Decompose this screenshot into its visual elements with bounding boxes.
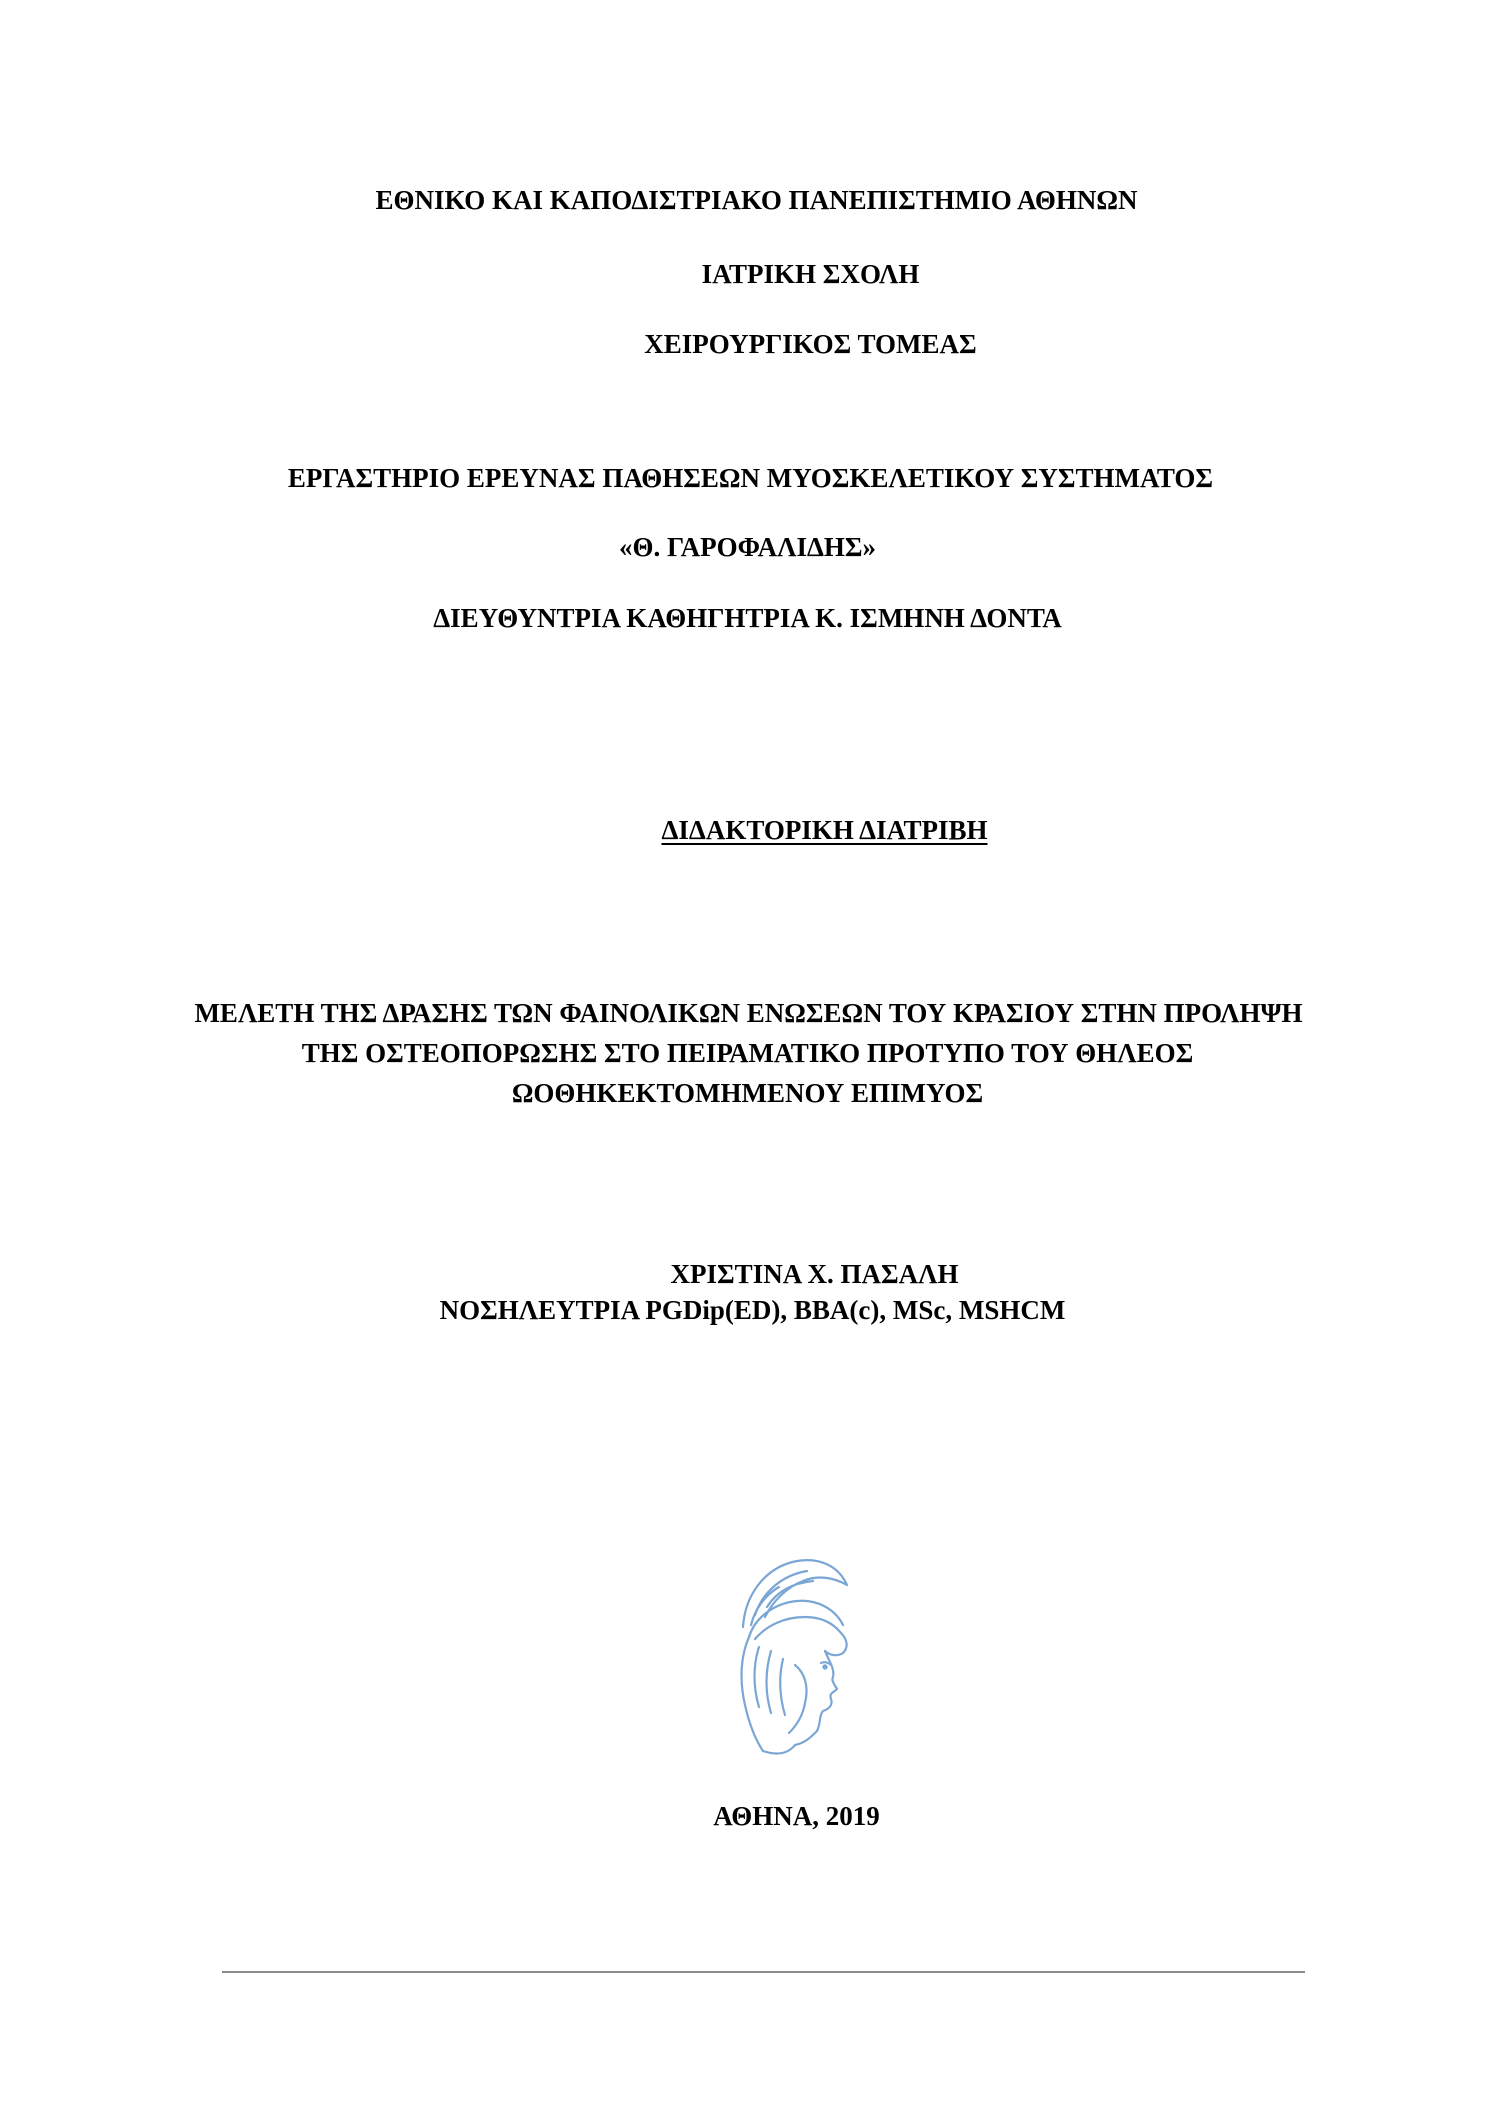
department-name: ΧΕΙΡΟΥΡΓΙΚΟΣ ΤΟΜΕΑΣ [644,329,977,359]
university-name: ΕΘΝΙΚΟ ΚΑΙ ΚΑΠΟΔΙΣΤΡΙΑΚΟ ΠΑΝΕΠΙΣΤΗΜΙΟ ΑΘΗΝΩΝ [375,185,1138,215]
laboratory-director: ΔΙΕΥΘΥΝΤΡΙΑ ΚΑΘΗΓΗΤΡΙΑ Κ. ΙΣΜΗΝΗ ΔΟΝΤΑ [433,603,1062,633]
author-name: ΧΡΙΣΤΙΝΑ Χ. ΠΑΣΑΛΗ [670,1259,959,1289]
place-and-date: ΑΘΗΝΑ, 2019 [713,1801,880,1831]
author-credentials: ΝΟΣΗΛΕΥΤΡΙΑ PGDip(ED), BBA(c), MSc, MSHCM [439,1295,1066,1325]
laboratory-name: ΕΡΓΑΣΤΗΡΙΟ ΕΡΕΥΝΑΣ ΠΑΘΗΣΕΩΝ ΜΥΟΣΚΕΛΕΤΙΚΟΥ ΣΥΣΤΗΜΑΤΟΣ [287,463,1214,493]
bottom-divider [222,1971,1305,1973]
thesis-title-line-1: ΜΕΛΕΤΗ ΤΗΣ ΔΡΑΣΗΣ ΤΩΝ ΦΑΙΝΟΛΙΚΩΝ ΕΝΩΣΕΩΝ ΤΟΥ ΚΡΑΣΙΟΥ ΣΤΗΝ ΠΡΟΛΗΨΗ [194,998,1303,1028]
laboratory-honorific: «Θ. ΓΑΡΟΦΑΛΙΔΗΣ» [618,532,877,562]
thesis-title-line-3: ΩΟΘΗΚΕΚΤΟΜΗΜΕΝΟΥ ΕΠΙΜΥΟΣ [511,1078,984,1108]
athena-head-icon [725,1555,860,1760]
thesis-title-line-2: ΤΗΣ ΟΣΤΕΟΠΟΡΩΣΗΣ ΣΤΟ ΠΕΙΡΑΜΑΤΙΚΟ ΠΡΟΤΥΠΟ ΤΟΥ ΘΗΛΕΟΣ [301,1038,1194,1068]
school-name: ΙΑΤΡΙΚΗ ΣΧΟΛΗ [701,259,920,289]
document-type: ΔΙΔΑΚΤΟΡΙΚΗ ΔΙΑΤΡΙΒΗ [661,815,988,845]
